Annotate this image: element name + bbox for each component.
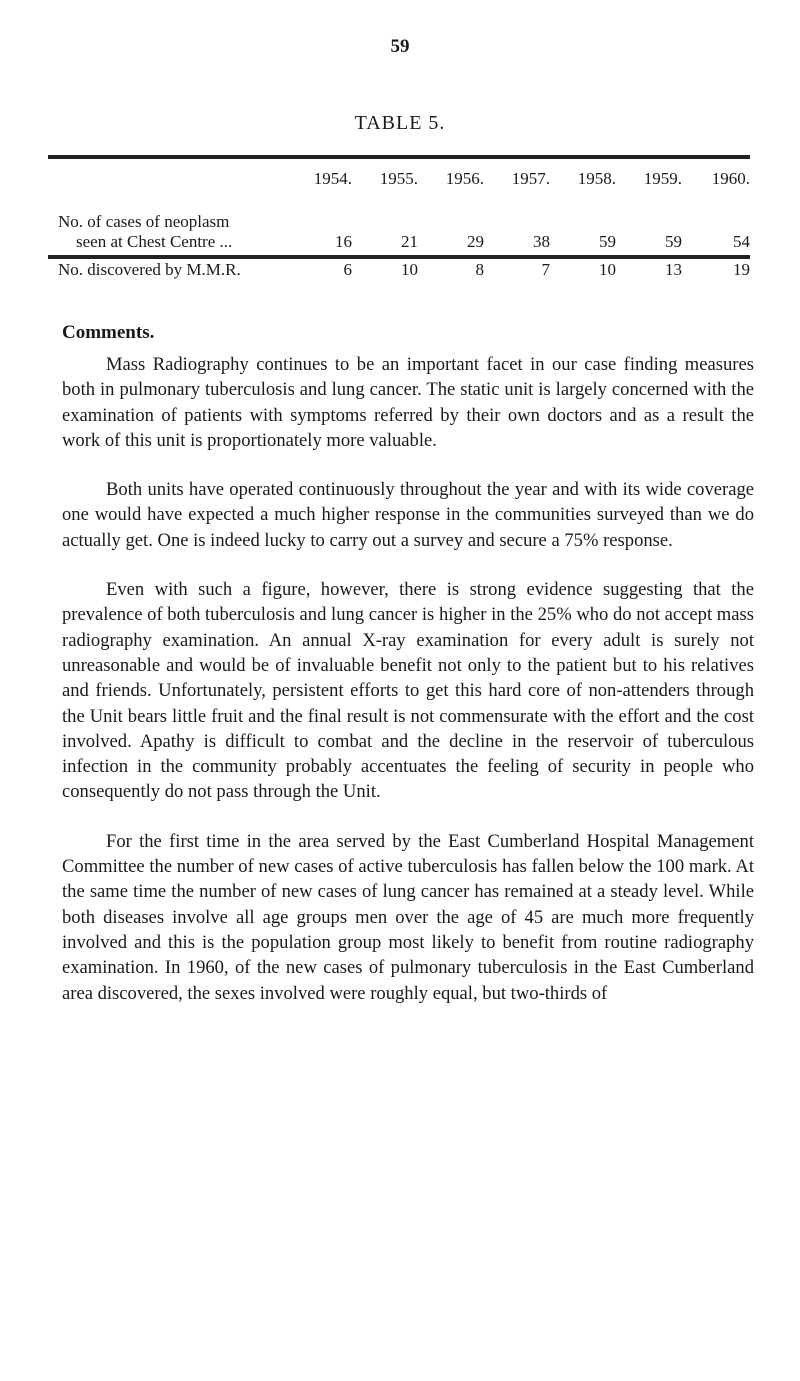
table-cell: 38 (533, 232, 550, 251)
page-number: 59 (390, 36, 410, 57)
paragraph: Mass Radiography continues to be an important facet in our case finding measures both in pulmonary tuberculosis and lung cancer. The static unit is largely concerned with the examination of patients with symptoms referred by their own doctors and as a result the work of this unit is proportionately more valuable. (62, 354, 754, 451)
table-title: TABLE 5. (354, 112, 446, 134)
row-label (48, 196, 298, 252)
table-cell: 10 (401, 260, 418, 279)
data-table (48, 162, 750, 280)
table-header-label (48, 162, 298, 196)
table-cell: 10 (599, 260, 616, 279)
year-header: 1956. (445, 169, 484, 188)
table-cell: 6 (343, 260, 352, 279)
paragraph: Both units have operated continuously throughout the year and with its wide coverage one would have expected a much higher response in the communities surveyed than we do actually get. One is indeed lucky to carry out a survey and secure a 75% response. (62, 479, 754, 551)
table-cell: 54 (733, 232, 750, 251)
table-cell: 21 (401, 232, 418, 251)
row-label: No. discovered by M.M.R. (58, 260, 241, 279)
year-header: 1957. (511, 169, 550, 188)
table-cell: 7 (541, 260, 550, 279)
row-label-line: seen at Chest Centre ... (76, 232, 233, 251)
table-cell: 19 (733, 260, 750, 279)
table-cell: 29 (467, 232, 484, 251)
year-header: 1959. (643, 169, 682, 188)
table-cell: 13 (665, 260, 682, 279)
table-cell: 8 (475, 260, 484, 279)
table-cell: 59 (599, 232, 616, 251)
year-header: 1960. (711, 169, 750, 188)
table-header-row (48, 162, 750, 196)
table-cell: 59 (665, 232, 682, 251)
table-cell: 16 (335, 232, 352, 251)
year-header: 1955. (379, 169, 418, 188)
paragraph: For the first time in the area served by the East Cumberland Hospital Management Committee the number of new cases of active tuberculosis has fallen below the 100 mark. At the same time the number of new cases of lung cancer has remained at a steady level. While both diseases involve all age groups men over the age of 45 are much more frequently involved and this is the population group most likely to benefit from routine radiography examination. In 1960, of the new cases of pulmonary tuberculosis in the East Cumberland area discovered, the sexes involved were roughly equal, but two-thirds of (62, 830, 754, 1004)
table-row (48, 196, 750, 252)
table-bottom-rule (48, 255, 750, 259)
year-header: 1958. (577, 169, 616, 188)
paragraph: Even with such a figure, however, there is strong evidence suggesting that the prevalence of both tuberculosis and lung cancer is higher in the 25% who do not accept mass radiography examination. An annual X-ray examination for every adult is surely not unreasonable and would be of invaluable benefit not only to the patient but to his relatives and friends. Unfortunately, persistent efforts to get this hard core of non-attenders through the Unit bears little fruit and the final result is not commensurate with the effort and the cost involved. Apathy is difficult to combat and the decline in the reservoir of tuberculous infection in the community probably accentuates the feeling of security in people who consequently do not pass through the Unit. (62, 579, 754, 803)
comments-body (62, 352, 754, 1030)
row-label-line: No. of cases of neoplasm (58, 212, 230, 231)
year-header: 1954. (313, 169, 352, 188)
table-top-rule (48, 155, 750, 159)
comments-heading: Comments. (62, 322, 155, 343)
